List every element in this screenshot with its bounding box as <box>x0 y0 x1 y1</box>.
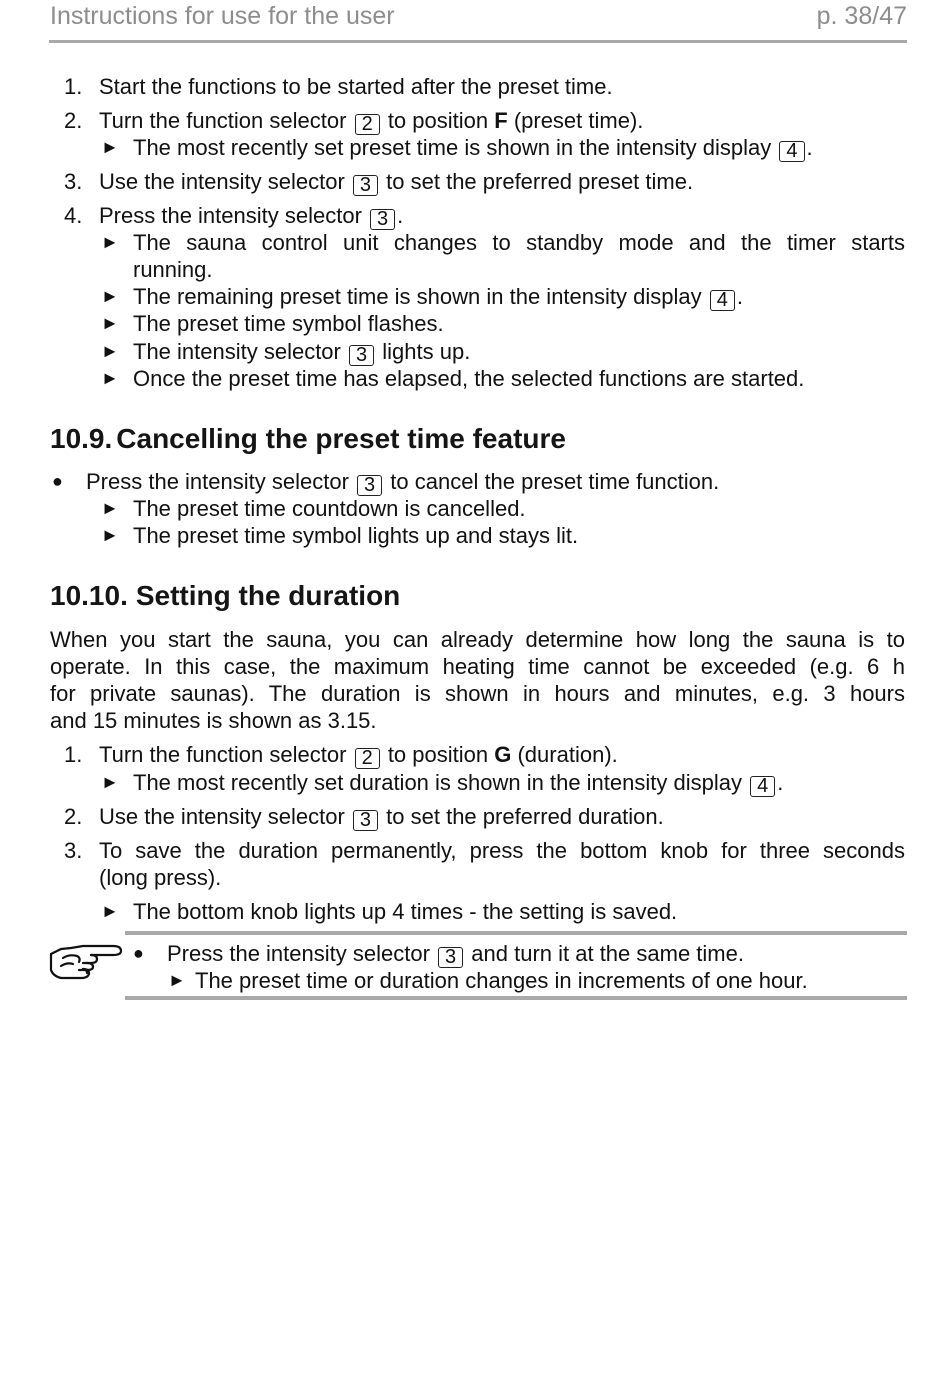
intro-line: for private saunas). The duration is shown in hours and minutes, e.g. 3 hours <box>50 681 905 706</box>
section-heading: 10.9. Cancelling the preset time feature <box>50 423 566 454</box>
display-ref-box: 4 <box>779 141 804 162</box>
display-ref-box: 4 <box>750 776 775 797</box>
step-result: The most recently set duration is shown in the intensity display 4 . <box>133 770 784 797</box>
selector-ref-box: 3 <box>349 345 374 366</box>
step-result: The remaining preset time is shown in the intensity display 4 . <box>133 284 743 311</box>
bullet-text: Press the intensity selector 3 to cancel the preset time function. <box>86 469 720 496</box>
step-text: Turn the function selector 2 to position F (preset time). <box>99 108 644 135</box>
bullet-icon: ● <box>133 943 144 963</box>
selector-ref-box: 3 <box>370 209 395 230</box>
bullet-result: The preset time symbol lights up and stays lit. <box>133 523 579 548</box>
arrow-icon: ► <box>168 970 186 990</box>
header-divider <box>49 40 907 43</box>
step-text: To save the duration permanently, press the bottom knob for three seconds <box>99 838 905 863</box>
note-bottom-rule <box>125 996 907 1000</box>
bullet-icon: ● <box>52 471 63 491</box>
intro-line: operate. In this case, the maximum heating time cannot be exceeded (e.g. 6 h <box>50 654 905 679</box>
step-result: The sauna control unit changes to standby mode and the timer starts <box>133 230 905 255</box>
header-title: Instructions for use for the user <box>50 2 395 30</box>
step-text: Use the intensity selector 3 to set the preferred preset time. <box>99 169 694 196</box>
bullet-result: The preset time countdown is cancelled. <box>133 496 526 521</box>
step-result: Once the preset time has elapsed, the selected functions are started. <box>133 366 805 391</box>
pointing-hand-icon <box>47 940 125 982</box>
step-number: 3. <box>64 838 83 863</box>
step-result: The preset time symbol flashes. <box>133 311 444 336</box>
step-result: The intensity selector 3 lights up. <box>133 339 471 366</box>
page-number: p. 38/47 <box>816 2 907 30</box>
step-number: 4. <box>64 203 83 228</box>
step-text-continued: (long press). <box>99 865 222 890</box>
step-number: 2. <box>64 804 83 829</box>
step-result: The most recently set preset time is shown in the intensity display 4 . <box>133 135 813 162</box>
selector-ref-box: 3 <box>353 175 378 196</box>
display-ref-box: 4 <box>710 290 735 311</box>
section-heading: 10.10. Setting the duration <box>50 580 401 611</box>
selector-ref-box: 3 <box>353 810 378 831</box>
step-number: 2. <box>64 108 83 133</box>
arrow-icon: ► <box>101 525 119 545</box>
arrow-icon: ► <box>101 313 119 333</box>
arrow-icon: ► <box>101 137 119 157</box>
step-number: 1. <box>64 74 83 99</box>
selector-ref-box: 2 <box>355 748 380 769</box>
note-top-rule <box>125 931 907 935</box>
arrow-icon: ► <box>101 498 119 518</box>
arrow-icon: ► <box>101 901 119 921</box>
intro-line: When you start the sauna, you can already determine how long the sauna is to <box>50 627 905 652</box>
selector-ref-box: 3 <box>438 947 463 968</box>
arrow-icon: ► <box>101 341 119 361</box>
intro-line: and 15 minutes is shown as 3.15. <box>50 708 377 733</box>
note-text: Press the intensity selector 3 and turn it at the same time. <box>167 941 744 968</box>
step-result-continued: running. <box>133 257 213 282</box>
arrow-icon: ► <box>101 232 119 252</box>
step-text: Use the intensity selector 3 to set the preferred duration. <box>99 804 664 831</box>
step-result: The bottom knob lights up 4 times - the setting is saved. <box>133 899 678 924</box>
note-result: The preset time or duration changes in increments of one hour. <box>195 968 808 993</box>
step-number: 1. <box>64 742 83 767</box>
step-text: Turn the function selector 2 to position G (duration). <box>99 742 618 769</box>
arrow-icon: ► <box>101 286 119 306</box>
selector-ref-box: 3 <box>357 475 382 496</box>
step-text: Start the functions to be started after the preset time. <box>99 74 613 99</box>
step-text: Press the intensity selector 3 . <box>99 203 404 230</box>
selector-ref-box: 2 <box>355 114 380 135</box>
arrow-icon: ► <box>101 772 119 792</box>
arrow-icon: ► <box>101 368 119 388</box>
step-number: 3. <box>64 169 83 194</box>
